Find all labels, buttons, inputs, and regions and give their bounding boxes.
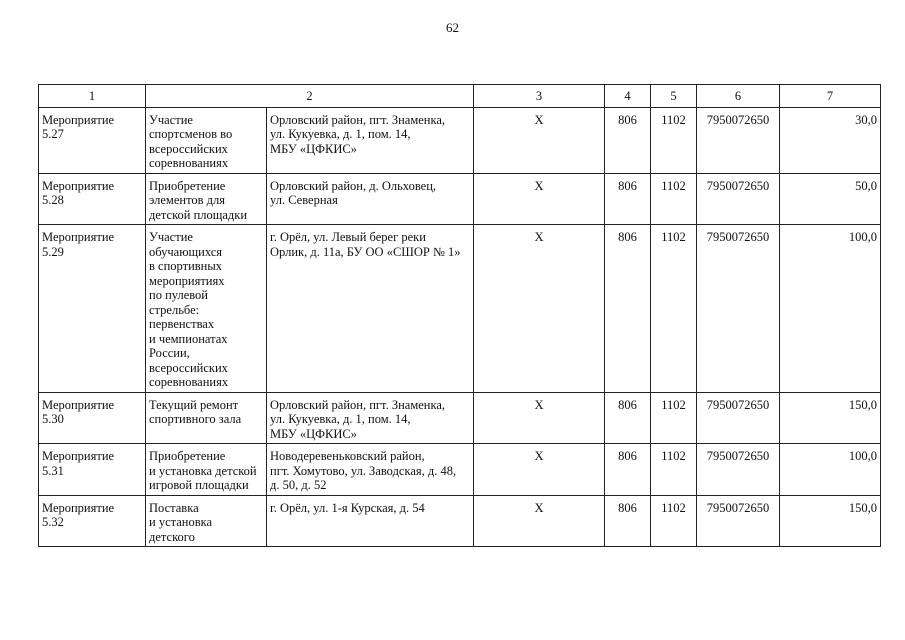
section-code-cell: 1102 xyxy=(651,495,697,547)
ministry-code-cell: 806 xyxy=(605,392,651,444)
mark-cell: Х xyxy=(474,444,605,496)
measure-name-cell: Поставка и установка детского xyxy=(146,495,267,547)
measure-cell: Мероприятие 5.29 xyxy=(39,225,146,393)
section-code-cell: 1102 xyxy=(651,392,697,444)
mark-cell: Х xyxy=(474,225,605,393)
budget-table xyxy=(38,84,881,547)
section-code-cell: 1102 xyxy=(651,107,697,173)
measure-cell: Мероприятие 5.32 xyxy=(39,495,146,547)
target-code-cell: 7950072650 xyxy=(697,107,780,173)
amount-cell: 100,0 xyxy=(780,444,881,496)
column-number-1: 1 xyxy=(39,85,146,108)
table-row xyxy=(39,495,881,547)
table-row xyxy=(39,392,881,444)
ministry-code-cell: 806 xyxy=(605,173,651,225)
column-number-6: 6 xyxy=(697,85,780,108)
measure-cell: Мероприятие 5.31 xyxy=(39,444,146,496)
target-code-cell: 7950072650 xyxy=(697,173,780,225)
column-number-4: 4 xyxy=(605,85,651,108)
ministry-code-cell: 806 xyxy=(605,495,651,547)
column-number-3: 3 xyxy=(474,85,605,108)
address-cell: Новодеревеньковский район, пгт. Хомутово, ул. Заводская, д. 48, д. 50, д. 52 xyxy=(267,444,474,496)
amount-cell: 150,0 xyxy=(780,495,881,547)
ministry-code-cell: 806 xyxy=(605,107,651,173)
target-code-cell: 7950072650 xyxy=(697,444,780,496)
amount-cell: 50,0 xyxy=(780,173,881,225)
amount-cell: 30,0 xyxy=(780,107,881,173)
target-code-cell: 7950072650 xyxy=(697,392,780,444)
mark-cell: Х xyxy=(474,392,605,444)
section-code-cell: 1102 xyxy=(651,173,697,225)
column-number-7: 7 xyxy=(780,85,881,108)
amount-cell: 150,0 xyxy=(780,392,881,444)
measure-name-cell: Участие спортсменов во всероссийских соревнованиях xyxy=(146,107,267,173)
measure-cell: Мероприятие 5.28 xyxy=(39,173,146,225)
measure-name-cell: Участие обучающихся в спортивных мероприятиях по пулевой стрельбе: первенствах и чемпионатах России, всероссийских соревнованиях xyxy=(146,225,267,393)
address-cell: г. Орёл, ул. 1-я Курская, д. 54 xyxy=(267,495,474,547)
target-code-cell: 7950072650 xyxy=(697,495,780,547)
ministry-code-cell: 806 xyxy=(605,444,651,496)
measure-name-cell: Текущий ремонт спортивного зала xyxy=(146,392,267,444)
section-code-cell: 1102 xyxy=(651,225,697,393)
amount-cell: 100,0 xyxy=(780,225,881,393)
table-row xyxy=(39,225,881,393)
measure-cell: Мероприятие 5.27 xyxy=(39,107,146,173)
address-cell: Орловский район, пгт. Знаменка, ул. Кукуевка, д. 1, пом. 14, МБУ «ЦФКИС» xyxy=(267,392,474,444)
page-number: 62 xyxy=(446,20,459,35)
address-cell: г. Орёл, ул. Левый берег реки Орлик, д. 11а, БУ ОО «СШОР № 1» xyxy=(267,225,474,393)
target-code-cell: 7950072650 xyxy=(697,225,780,393)
table-row xyxy=(39,173,881,225)
column-number-5: 5 xyxy=(651,85,697,108)
address-cell: Орловский район, пгт. Знаменка, ул. Кукуевка, д. 1, пом. 14, МБУ «ЦФКИС» xyxy=(267,107,474,173)
address-cell: Орловский район, д. Ольховец, ул. Северная xyxy=(267,173,474,225)
section-code-cell: 1102 xyxy=(651,444,697,496)
measure-name-cell: Приобретение и установка детской игровой площадки xyxy=(146,444,267,496)
ministry-code-cell: 806 xyxy=(605,225,651,393)
table-row xyxy=(39,107,881,173)
measure-cell: Мероприятие 5.30 xyxy=(39,392,146,444)
mark-cell: Х xyxy=(474,495,605,547)
measure-name-cell: Приобретение элементов для детской площадки xyxy=(146,173,267,225)
table-row xyxy=(39,444,881,496)
mark-cell: Х xyxy=(474,107,605,173)
column-number-2: 2 xyxy=(146,85,474,108)
column-number-row xyxy=(39,85,881,108)
mark-cell: Х xyxy=(474,173,605,225)
